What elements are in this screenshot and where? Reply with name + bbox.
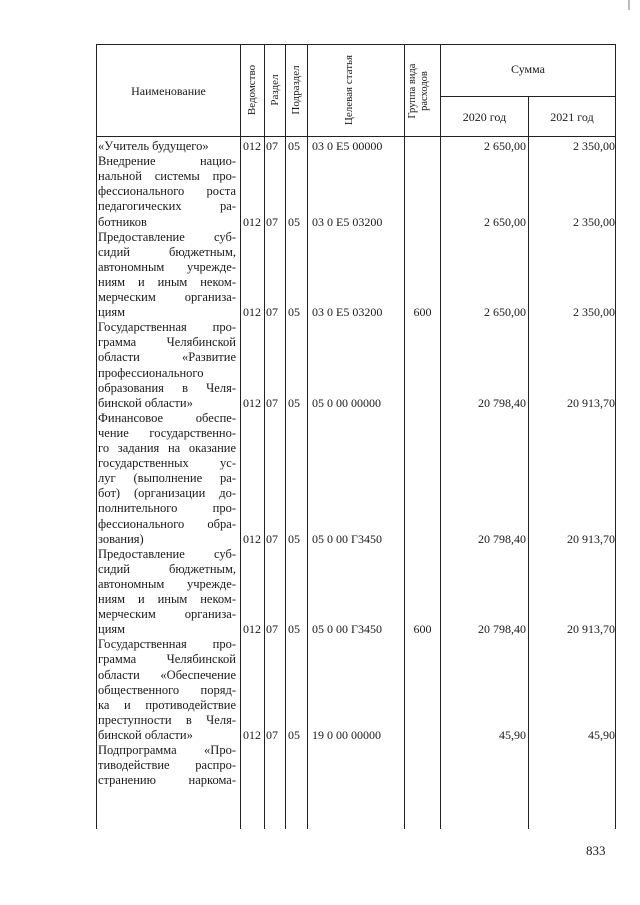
cell-s2021: 2 350,00 xyxy=(573,214,615,229)
name-line: странению наркома- xyxy=(98,773,236,788)
name-line: Внедрение нацио- xyxy=(98,154,236,169)
name-line: автономным учрежде- xyxy=(98,576,236,591)
cell-s2021: 20 913,70 xyxy=(567,622,615,637)
name-line: ниям и иным неком- xyxy=(98,274,236,289)
col-border-right xyxy=(615,44,616,829)
col-border-pod xyxy=(307,44,308,829)
name-line: общественного поряд- xyxy=(98,682,236,697)
cell-pod: 05 xyxy=(288,531,300,546)
page-number: 833 xyxy=(586,843,606,858)
cell-ved: 012 xyxy=(243,395,261,410)
header-bottom-border xyxy=(96,136,616,137)
name-line: Государственная про- xyxy=(98,637,236,652)
cell-raz: 07 xyxy=(266,305,278,320)
cell-s2020: 20 798,40 xyxy=(478,622,526,637)
cell-cel: 05 0 00 Г3450 xyxy=(312,531,382,546)
col-border-ved xyxy=(264,44,265,829)
cell-ved: 012 xyxy=(243,727,261,742)
cell-cel: 03 0 Е5 03200 xyxy=(312,214,383,229)
name-line: «Учитель будущего» xyxy=(98,139,209,153)
name-line: образования в Челя- xyxy=(98,380,236,395)
col-border-left xyxy=(96,44,97,829)
cell-cel: 19 0 00 00000 xyxy=(312,727,381,742)
cell-s2020: 2 650,00 xyxy=(484,305,526,320)
cell-raz: 07 xyxy=(266,622,278,637)
cell-s2020: 2 650,00 xyxy=(484,214,526,229)
cell-raz: 07 xyxy=(266,727,278,742)
name-line: сидий бюджетным, xyxy=(98,561,236,576)
name-line: области «Обеспечение xyxy=(98,667,236,682)
col-border-cel xyxy=(404,44,405,829)
name-line: мерческим организа- xyxy=(98,607,236,622)
header-summa: Сумма xyxy=(511,62,545,76)
name-line: Финансовое обеспе- xyxy=(98,410,236,425)
name-line: бинской области» xyxy=(98,727,193,742)
col-border-gr xyxy=(440,44,441,829)
name-line: нальной системы про- xyxy=(98,169,236,184)
header-vedomstvo: Ведомство xyxy=(246,64,258,116)
col-border-raz xyxy=(285,44,286,829)
name-line: педагогических ра- xyxy=(98,199,236,214)
cell-s2021: 2 350,00 xyxy=(573,305,615,320)
name-line: преступности в Челя- xyxy=(98,712,236,727)
name-line: области «Развитие xyxy=(98,350,236,365)
name-line: зования) xyxy=(98,531,144,546)
cell-s2020: 45,90 xyxy=(499,727,526,742)
name-line: бот) (организации до- xyxy=(98,486,236,501)
name-line: Государственная про- xyxy=(98,320,236,335)
scan-mark xyxy=(628,0,630,10)
cell-pod: 05 xyxy=(288,727,300,742)
cell-cel: 05 0 00 Г3450 xyxy=(312,622,382,637)
cell-s2021: 20 913,70 xyxy=(567,531,615,546)
name-line: циям xyxy=(98,622,126,637)
name-line: сидий бюджетным, xyxy=(98,244,236,259)
cell-ved: 012 xyxy=(243,214,261,229)
cell-ved: 012 xyxy=(243,305,261,320)
name-line: фессионального обра- xyxy=(98,516,236,531)
cell-raz: 07 xyxy=(266,214,278,229)
name-line: циям xyxy=(98,305,126,320)
name-line: Предоставление суб- xyxy=(98,546,236,561)
cell-s2020: 20 798,40 xyxy=(478,531,526,546)
cell-pod: 05 xyxy=(288,622,300,637)
name-line: грамма Челябинской xyxy=(98,652,236,667)
name-line: Предоставление суб- xyxy=(98,229,236,244)
cell-s2021: 2 350,00 xyxy=(573,139,615,153)
name-line: Подпрограмма «Про- xyxy=(98,743,236,757)
name-line: полнительного про- xyxy=(98,501,236,516)
name-line: ка и противодействие xyxy=(98,697,236,712)
name-line: го задания на оказание xyxy=(98,441,236,455)
name-line: мерческим организа- xyxy=(98,290,236,304)
table-top-border xyxy=(96,44,616,45)
cell-s2020: 20 798,40 xyxy=(478,395,526,410)
cell-cel: 03 0 Е5 03200 xyxy=(312,305,383,320)
cell-cel: 05 0 00 00000 xyxy=(312,395,381,410)
header-gruppa: Группа вида расходов xyxy=(407,63,430,119)
cell-s2020: 2 650,00 xyxy=(484,139,526,153)
name-line: профессионального xyxy=(98,365,204,380)
cell-pod: 05 xyxy=(288,214,300,229)
header-celevaya: Целевая статья xyxy=(343,54,355,126)
header-year-2020: 2020 год xyxy=(462,110,507,124)
header-year-2021: 2021 год xyxy=(550,110,594,124)
name-line: ботников xyxy=(98,214,147,229)
cell-raz: 07 xyxy=(266,531,278,546)
cell-s2021: 20 913,70 xyxy=(567,395,615,410)
name-line: государственных ус- xyxy=(98,456,236,471)
col-border-2020 xyxy=(528,96,529,829)
name-line: автономным учрежде- xyxy=(98,259,236,274)
col-border-name xyxy=(240,44,241,829)
cell-ved: 012 xyxy=(243,139,261,153)
cell-gr: 600 xyxy=(413,305,432,320)
name-line: тиводействие распро- xyxy=(98,758,236,773)
cell-raz: 07 xyxy=(266,395,278,410)
cell-ved: 012 xyxy=(243,531,261,546)
name-line: луг (выполнение ра- xyxy=(98,471,236,486)
cell-pod: 05 xyxy=(288,139,300,153)
cell-cel: 03 0 Е5 00000 xyxy=(312,139,383,153)
cell-pod: 05 xyxy=(288,395,300,410)
cell-pod: 05 xyxy=(288,305,300,320)
header-name: Наименование xyxy=(131,84,206,98)
cell-ved: 012 xyxy=(243,622,261,637)
cell-s2021: 45,90 xyxy=(588,727,615,742)
name-line: ниям и иным неком- xyxy=(98,592,236,606)
cell-raz: 07 xyxy=(266,139,278,153)
cell-gr: 600 xyxy=(413,622,432,637)
name-line: бинской области» xyxy=(98,395,193,410)
header-razdel: Раздел xyxy=(269,74,281,106)
name-line: чение государственно- xyxy=(98,425,236,440)
name-line: фессионального роста xyxy=(98,184,236,199)
header-podrazdel: Подраздел xyxy=(290,65,302,115)
name-line: грамма Челябинской xyxy=(98,335,236,350)
